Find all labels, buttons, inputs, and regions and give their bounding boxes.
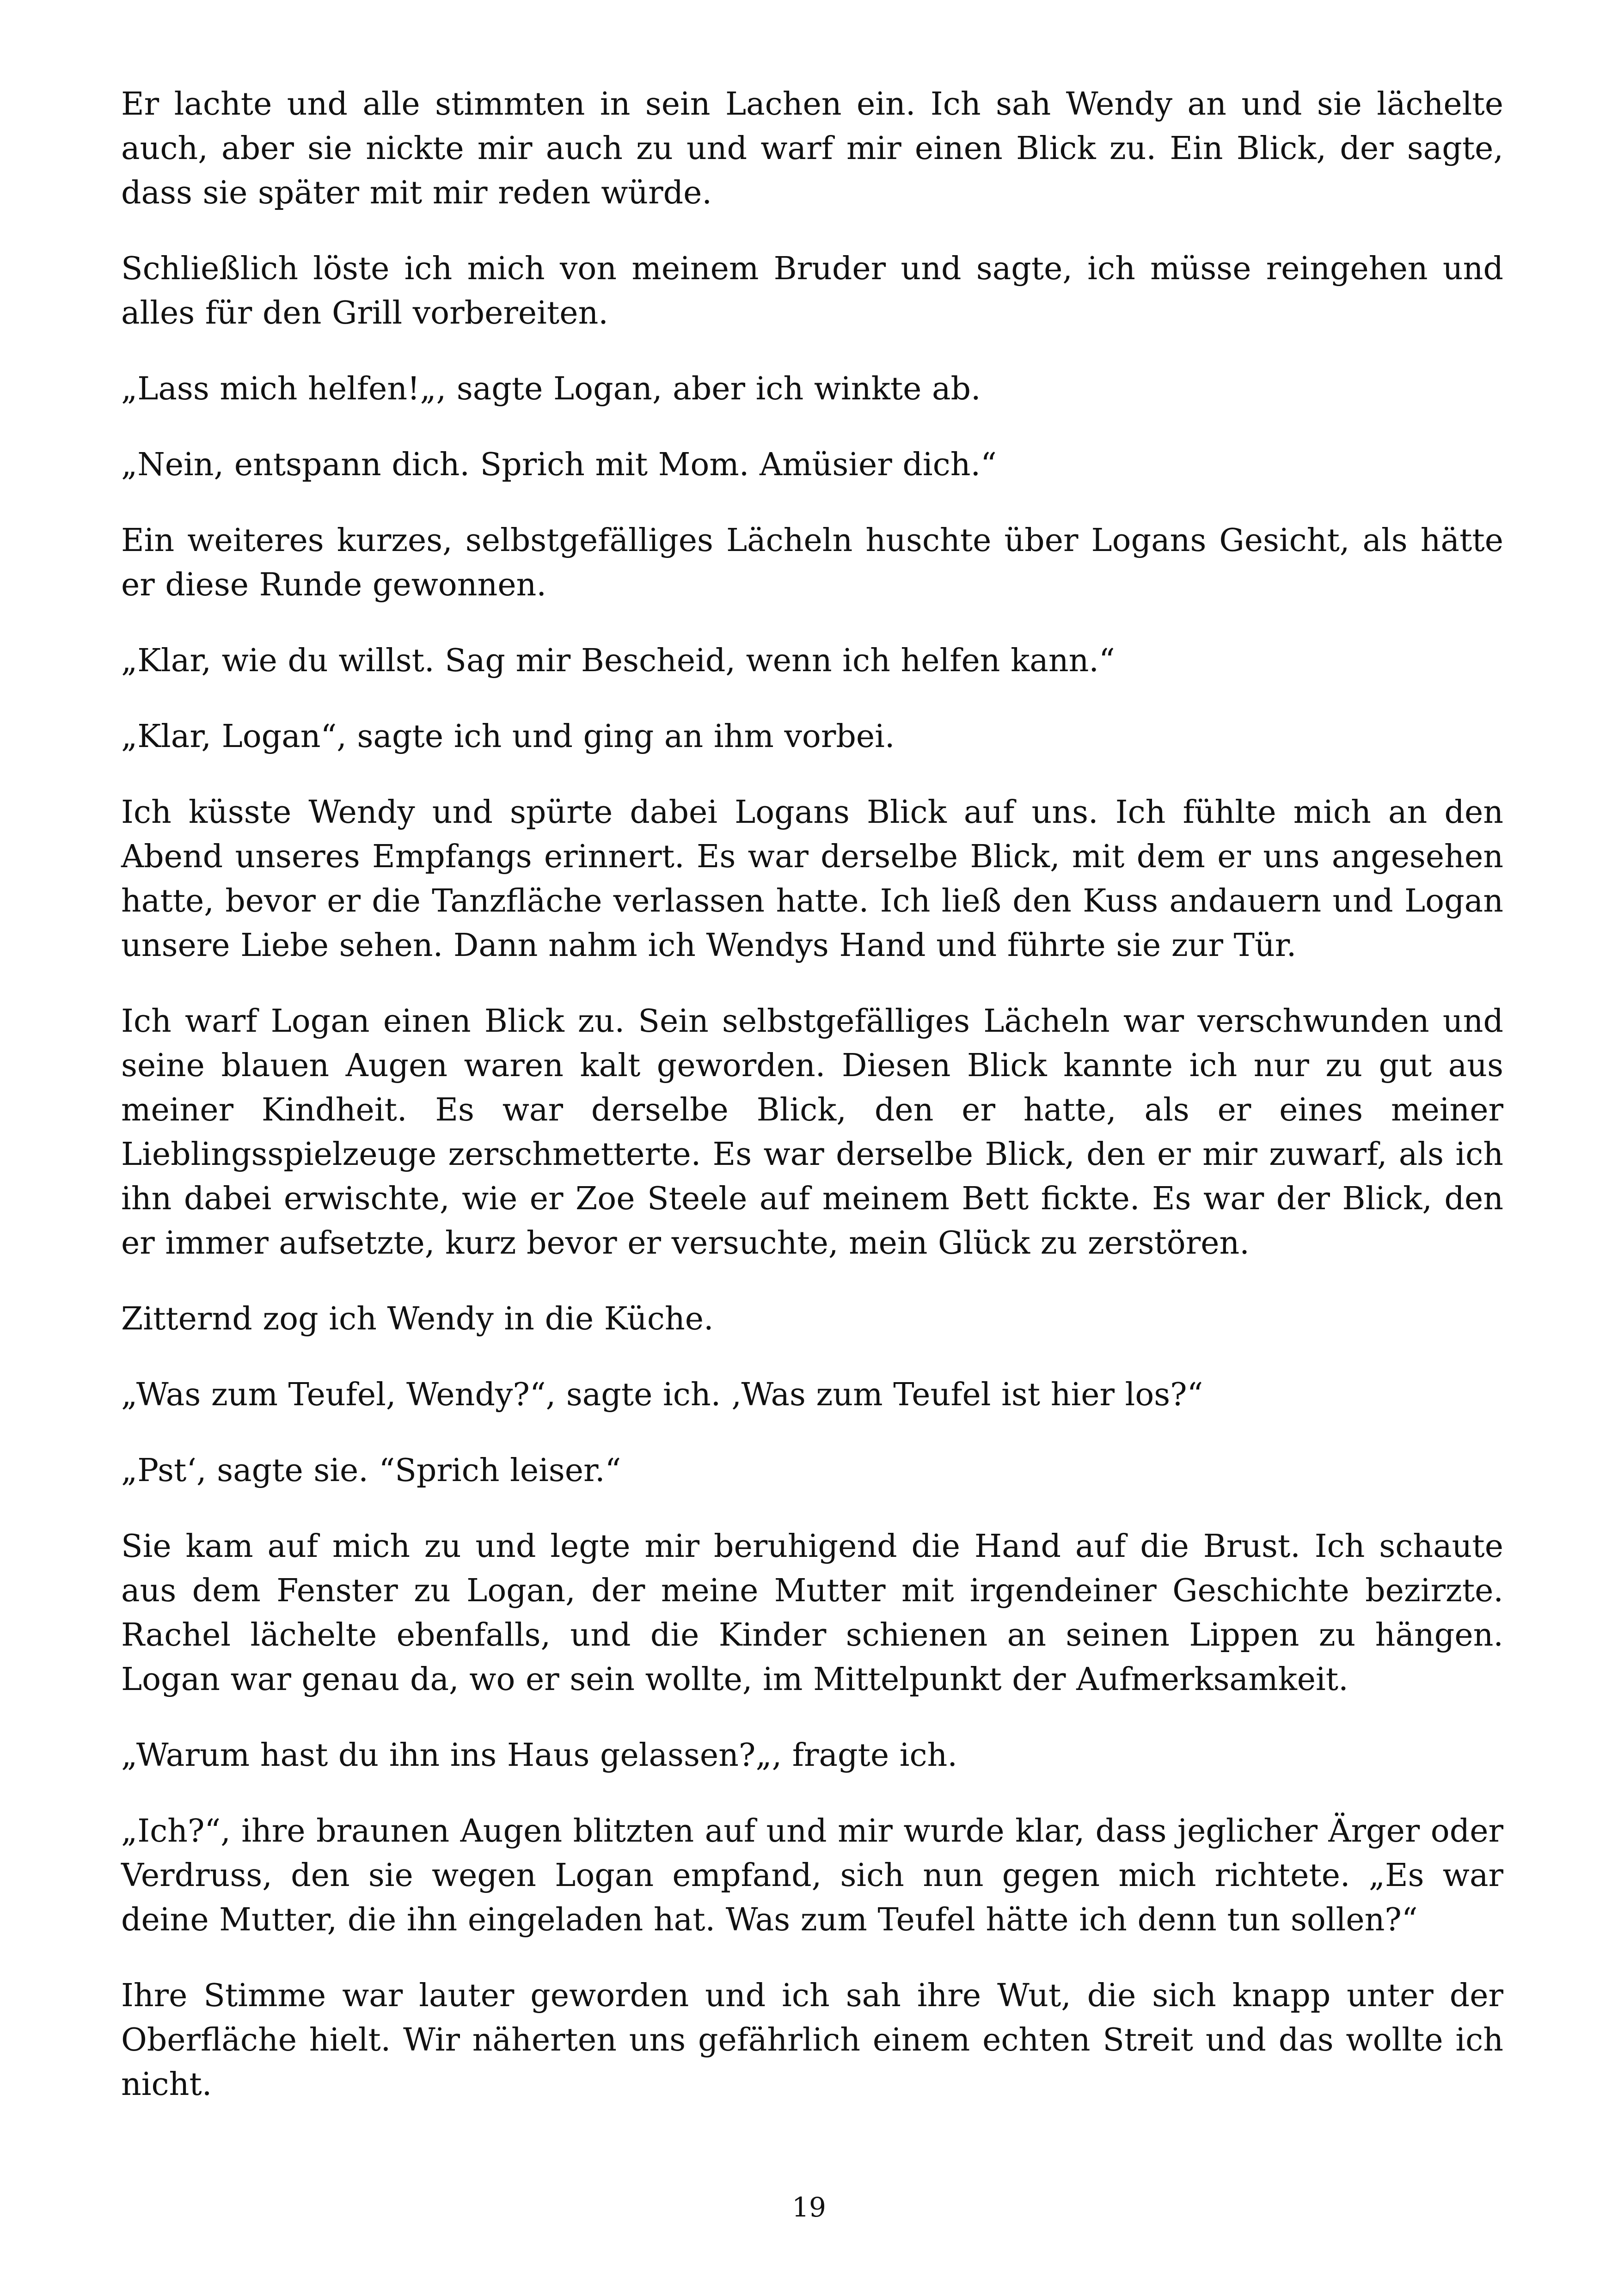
- paragraph: „Nein, entspann dich. Sprich mit Mom. Amüsier dich.“: [121, 447, 997, 483]
- paragraph: Zitternd zog ich Wendy in die Küche.: [121, 1301, 714, 1337]
- paragraph: „Ich?“, ihre braunen Augen blitzten auf und mir wurde klar, dass jeglicher Ärger oder Verdruss, den sie wegen Logan empfand, sich nun gegen mich richtete. „Es war deine Mutter, die ihn eingeladen hat. Was zum Teufel hätte ich denn tun sollen?“: [121, 1813, 1503, 1938]
- paragraph: Sie kam auf mich zu und legte mir beruhigend die Hand auf die Brust. Ich schaute aus dem Fenster zu Logan, der meine Mutter mit irgendeiner Geschichte bezirzte. Rachel lächelte ebenfalls, und die Kinder schienen an seinen Lippen zu hängen. Logan war genau da, wo er sein wollte, im Mittelpunkt der Aufmerksamkeit.: [121, 1528, 1503, 1698]
- paragraph: Ich warf Logan einen Blick zu. Sein selbstgefälliges Lächeln war verschwunden und seine blauen Augen waren kalt geworden. Diesen Blick kannte ich nur zu gut aus meiner Kindheit. Es war derselbe Blick, den er hatte, als er eines meiner Lieblingsspielzeuge zerschmetterte. Es war derselbe Blick, den er mir zuwarf, als ich ihn dabei erwischte, wie er Zoe Steele auf meinem Bett fickte. Es war der Blick, den er immer aufsetzte, kurz bevor er versuchte, mein Glück zu zerstören.: [121, 1003, 1503, 1261]
- paragraph: „Klar, wie du willst. Sag mir Bescheid, wenn ich helfen kann.“: [121, 643, 1115, 679]
- paragraph: Ein weiteres kurzes, selbstgefälliges Lächeln huschte über Logans Gesicht, als hätte er diese Runde gewonnen.: [121, 522, 1503, 603]
- paragraph: Ich küsste Wendy und spürte dabei Logans Blick auf uns. Ich fühlte mich an den Abend unseres Empfangs erinnert. Es war derselbe Blick, mit dem er uns angesehen hatte, bevor er die Tanzfläche verlassen hatte. Ich ließ den Kuss andauern und Logan unsere Liebe sehen. Dann nahm ich Wendys Hand und führte sie zur Tür.: [121, 794, 1503, 964]
- body-text: [121, 82, 1503, 2138]
- paragraph: „Klar, Logan“, sagte ich und ging an ihm vorbei.: [121, 718, 895, 755]
- paragraph: Schließlich löste ich mich von meinem Bruder und sagte, ich müsse reingehen und alles für den Grill vorbereiten.: [121, 251, 1503, 331]
- page-number: 19: [792, 2192, 826, 2223]
- paragraph: „Was zum Teufel, Wendy?“, sagte ich. ‚Was zum Teufel ist hier los?“: [121, 1377, 1203, 1413]
- paragraph: „Lass mich helfen!„, sagte Logan, aber ich winkte ab.: [121, 371, 981, 407]
- paragraph: „Pst‘, sagte sie. “Sprich leiser.“: [121, 1452, 621, 1489]
- paragraph: Er lachte und alle stimmten in sein Lachen ein. Ich sah Wendy an und sie lächelte auch, aber sie nickte mir auch zu und warf mir einen Blick zu. Ein Blick, der sagte, dass sie später mit mir reden würde.: [121, 86, 1503, 211]
- paragraph: Ihre Stimme war lauter geworden und ich sah ihre Wut, die sich knapp unter der Oberfläche hielt. Wir näherten uns gefährlich einem echten Streit und das wollte ich nicht.: [121, 1978, 1503, 2103]
- paragraph: „Warum hast du ihn ins Haus gelassen?„, fragte ich.: [121, 1737, 957, 1774]
